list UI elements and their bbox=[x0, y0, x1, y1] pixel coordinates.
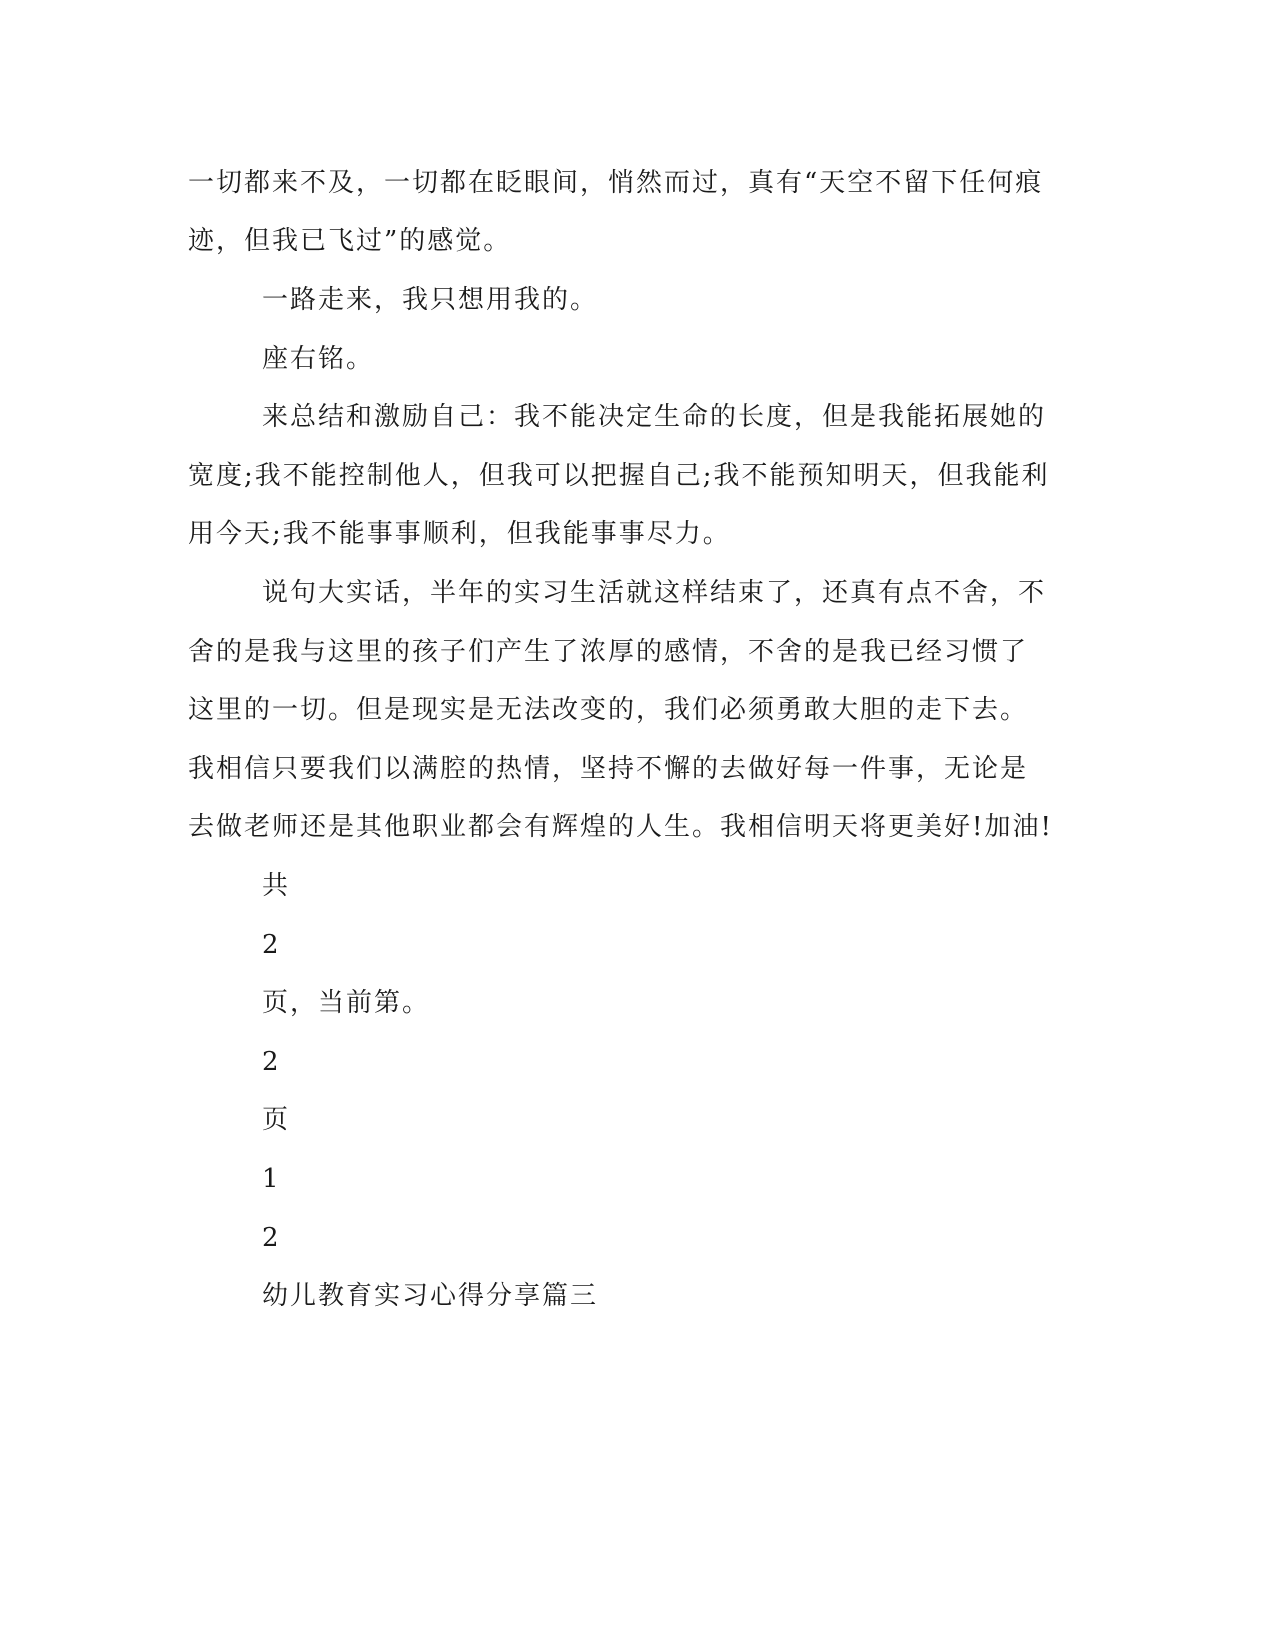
paragraph-line: 宽度;我不能控制他人，但我可以把握自己;我不能预知明天，但我能利 bbox=[188, 461, 1050, 491]
pagination-current: 2 bbox=[262, 1047, 281, 1077]
pagination-total: 2 bbox=[262, 930, 281, 960]
paragraph-line: 用今天;我不能事事顺利，但我能事事尽力。 bbox=[188, 519, 731, 549]
paragraph-line: 一切都来不及，一切都在眨眼间，悄然而过，真有“天空不留下任何痕 bbox=[188, 168, 1044, 198]
paragraph-line: 去做老师还是其他职业都会有辉煌的人生。我相信明天将更美好!加油! bbox=[188, 812, 1053, 842]
paragraph-line: 我相信只要我们以满腔的热情，坚持不懈的去做好每一件事，无论是 bbox=[188, 754, 1029, 784]
paragraph-line: 这里的一切。但是现实是无法改变的，我们必须勇敢大胆的走下去。 bbox=[188, 695, 1029, 725]
next-section-title: 幼儿教育实习心得分享篇三 bbox=[262, 1281, 599, 1311]
pagination-suffix: 页 bbox=[262, 1105, 291, 1135]
page-link-2[interactable]: 2 bbox=[262, 1223, 281, 1253]
paragraph-line: 说句大实话，半年的实习生活就这样结束了，还真有点不舍，不 bbox=[262, 578, 1047, 608]
pagination-prefix: 共 bbox=[262, 871, 291, 901]
paragraph-line: 舍的是我与这里的孩子们产生了浓厚的感情，不舍的是我已经习惯了 bbox=[188, 637, 1029, 667]
paragraph-line: 一路走来，我只想用我的。 bbox=[262, 285, 599, 315]
page-link-1[interactable]: 1 bbox=[262, 1164, 281, 1194]
paragraph-line: 迹，但我已飞过”的感觉。 bbox=[188, 226, 512, 256]
paragraph-line: 座右铭。 bbox=[262, 344, 375, 374]
pagination-middle: 页，当前第。 bbox=[262, 988, 431, 1018]
paragraph-line: 来总结和激励自己：我不能决定生命的长度，但是我能拓展她的 bbox=[262, 402, 1047, 432]
